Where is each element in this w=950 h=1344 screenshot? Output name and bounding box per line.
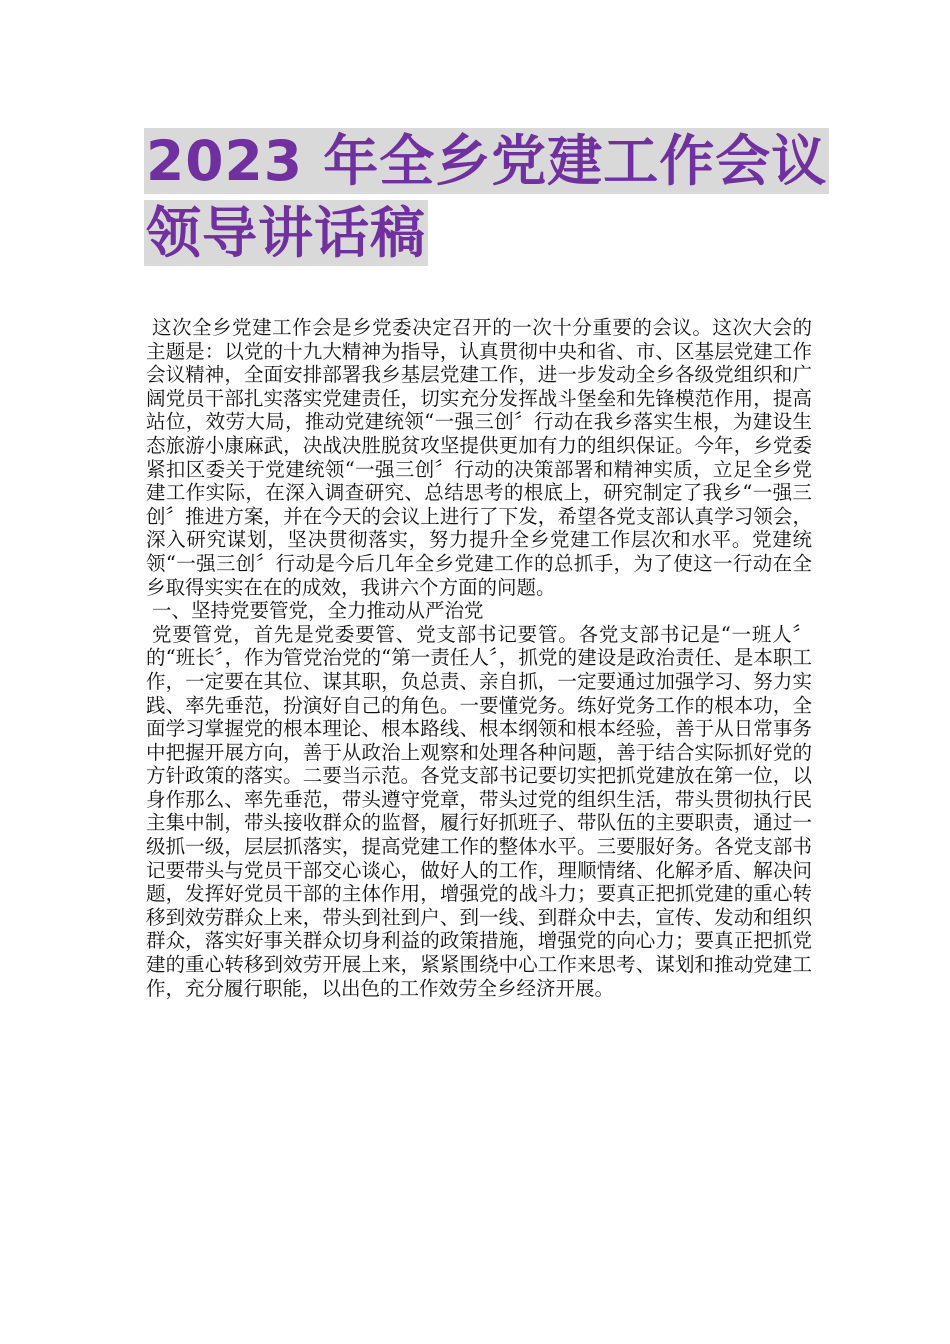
document-body bbox=[146, 316, 812, 1000]
document-title bbox=[144, 128, 828, 266]
section-heading-1: 一、坚持党要管党，全力推动从严治党 bbox=[152, 599, 484, 623]
paragraph-intro: 这次全乡党建工作会是乡党委决定召开的一次十分重要的会议。这次大会的主题是：以党的十九大精神为指导，认真贯彻中央和省、市、区基层党建工作会议精神，全面安排部署我乡基层党建工作，进一步发动全乡各级党组织和广阔党员干部扎实落实党建责任，切实充分发挥战斗堡垒和先锋模范作用，提高站位，效劳大局，推动党建统领“一强三创〞行动在我乡落实生根，为建设生态旅游小康麻武，决战决胜脱贫攻坚提供更加有力的组织保证。今年，乡党委紧扣区委关于党建统领“一强三创〞行动的决策部署和精神实质，立足全乡党建工作实际，在深入调查研究、总结思考的根底上，研究制定了我乡“一强三创〞推进方案，并在今天的会议上进行了下发，希望各党支部认真学习领会，深入研究谋划，坚决贯彻落实，努力提升全乡党建工作层次和水平。党建统领“一强三创〞行动是今后几年全乡党建工作的总抓手，为了使这一行动在全乡取得实实在在的成效，我讲六个方面的问题。 bbox=[146, 316, 812, 599]
title-line-2: 领导讲话稿 bbox=[146, 201, 427, 265]
title-line-1: 2023 年全乡党建工作会议 bbox=[146, 129, 828, 193]
paragraph-section-1: 党要管党，首先是党委要管、党支部书记要管。各党支部书记是“一班人〞的“班长〞，作为管党治党的“第一责任人〞，抓党的建设是政治责任、是本职工作，一定要在其位、谋其职，负总责、亲自抓，一定要通过加强学习、努力实践、率先垂范，扮演好自己的角色。一要懂党务。练好党务工作的根本功，全面学习掌握党的根本理论、根本路线、根本纲领和根本经验，善于从日常事务中把握开展方向，善于从政治上观察和处理各种问题，善于结合实际抓好党的方针政策的落实。二要当示范。各党支部书记要切实把抓党建放在第一位，以身作那么、率先垂范，带头遵守党章，带头过党的组织生活，带头贯彻执行民主集中制，带头接收群众的监督，履行好抓班子、带队伍的主要职责，通过一级抓一级，层层抓落实，提高党建工作的整体水平。三要服好务。各党支部书记要带头与党员干部交心谈心，做好人的工作，理顺情绪、化解矛盾、解决问题，发挥好党员干部的主体作用，增强党的战斗力；要真正把抓党建的重心转移到效劳群众上来，带头到社到户、到一线、到群众中去，宣传、发动和组织群众，落实好事关群众切身利益的政策措施，增强党的向心力；要真正把抓党建的重心转移到效劳开展上来，紧紧围绕中心工作来思考、谋划和推动党建工作，充分履行职能，以出色的工作效劳全乡经济开展。 bbox=[146, 622, 812, 1000]
